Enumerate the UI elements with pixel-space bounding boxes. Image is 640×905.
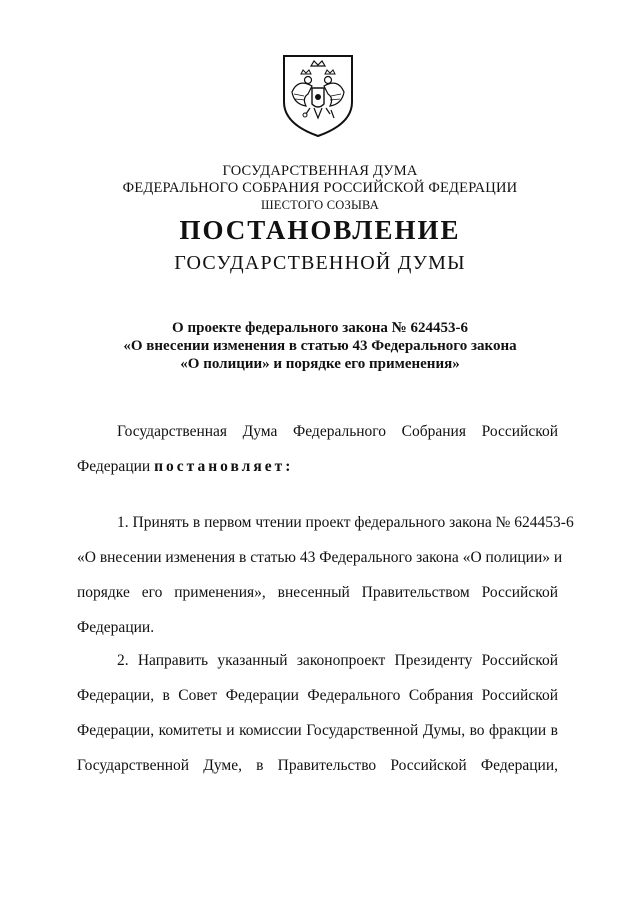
coat-of-arms-icon [278,52,358,140]
preamble-text: Федерации [77,458,155,475]
issuer-line-3: ШЕСТОГО СОЗЫВА [260,198,380,212]
preamble-line-1: Государственная Дума Федерального Собрания Российской [117,423,558,440]
item2-line-3: Федерации, комитеты и комиссии Государственной Думы, во фракции в [77,722,558,739]
item2-line-4: Государственной Думе, в Правительство Российской Федерации, [77,757,558,774]
item2-line-2: Федерации, в Совет Федерации Федерального Собрания Российской [77,687,558,704]
resolves-keyword: постановляет: [154,458,294,475]
item1-line-3: порядке его применения», внесенный Правительством Российской [77,584,558,601]
item1-line-4: Федерации. [77,619,155,636]
document-subject [0,319,640,373]
document-type-subtitle: ГОСУДАРСТВЕННОЙ ДУМЫ [174,252,466,274]
document-type-title: ПОСТАНОВЛЕНИЕ [179,215,461,245]
subject-line-2: «О внесении изменения в статью 43 Федерального закона [123,338,517,354]
issuer-line-2: ФЕДЕРАЛЬНОГО СОБРАНИЯ РОССИЙСКОЙ ФЕДЕРАЦИИ [122,180,518,196]
item2-line-1: 2. Направить указанный законопроект Президенту Российской [117,652,558,669]
item1-line-2: «О внесении изменения в статью 43 Федерального закона «О полиции» и [77,549,563,566]
issuer-header [0,163,640,214]
preamble-line-2 [77,458,558,476]
item1-line-1: 1. Принять в первом чтении проект федерального закона № 624453-6 [117,514,574,531]
subject-line-3: «О полиции» и порядке его применения» [180,356,460,372]
issuer-line-1: ГОСУДАРСТВЕННАЯ ДУМА [222,163,418,179]
subject-line-1: О проекте федерального закона № 624453-6 [172,320,468,336]
